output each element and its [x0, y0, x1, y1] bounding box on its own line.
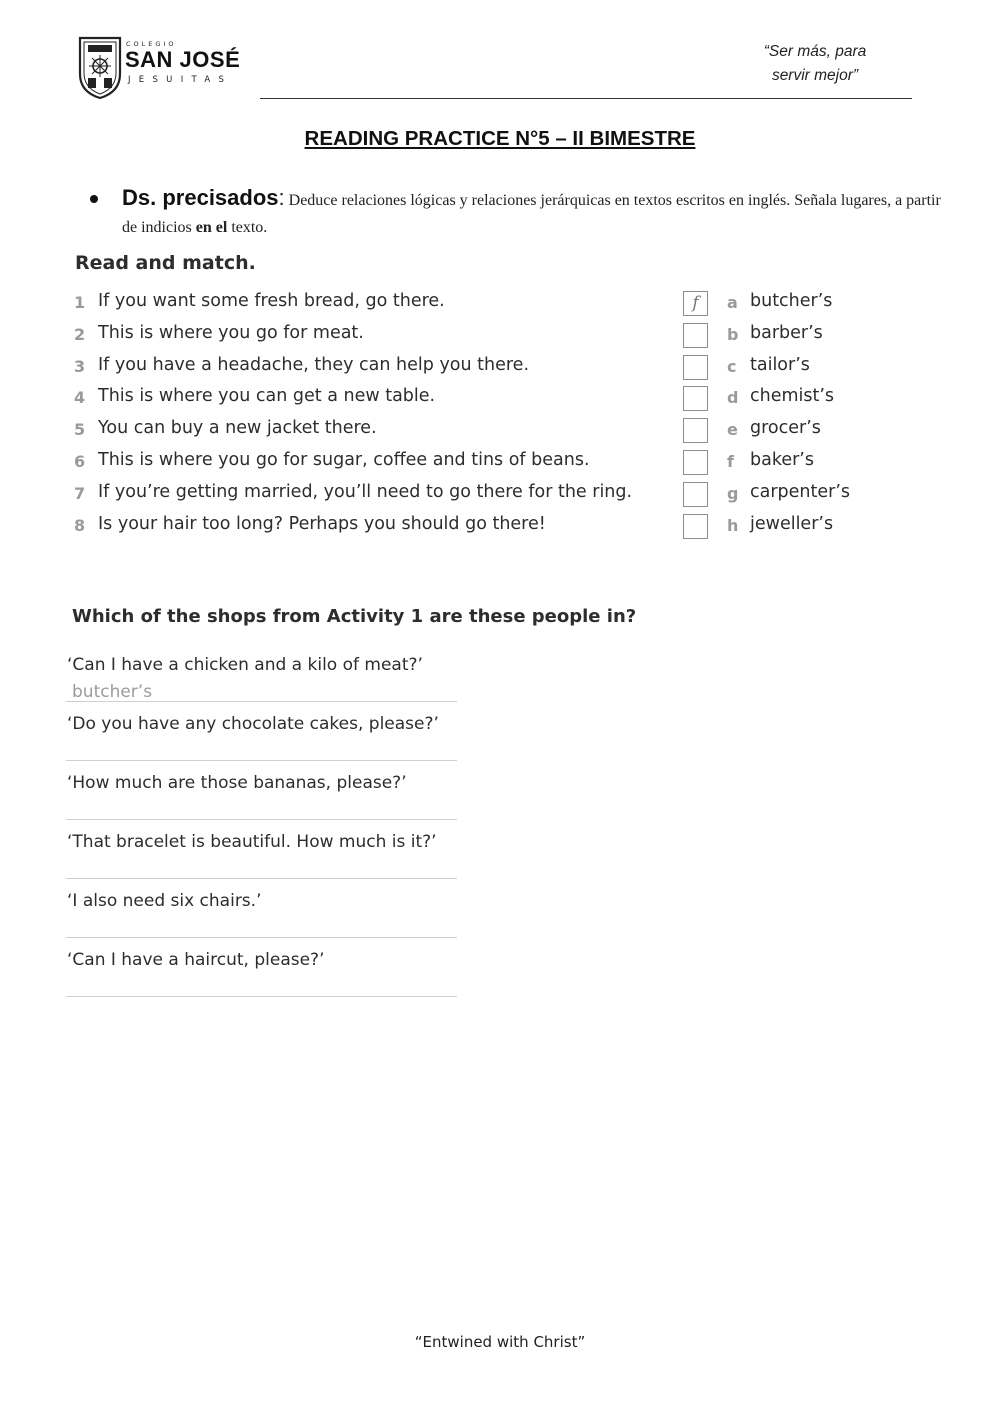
question-text: ‘That bracelet is beautiful. How much is it?’	[67, 832, 437, 852]
option-letter: d	[727, 388, 739, 408]
sentence-text: If you’re getting married, you’ll need to go there for the ring.	[98, 481, 633, 502]
sentence-number: 7	[74, 483, 86, 503]
description-separator: :	[278, 185, 285, 210]
sentence-text: This is where you go for sugar, coffee and tins of beans.	[98, 450, 590, 470]
description-label: Ds. precisados	[122, 185, 279, 210]
motto-line-2: servir mejor”	[771, 67, 859, 84]
option-shop: jeweller’s	[750, 513, 834, 534]
description-bold-text: en el	[195, 219, 228, 236]
sentence-text: If you have a headache, they can help you there.	[98, 354, 530, 375]
option-shop: chemist’s	[750, 386, 835, 407]
option-letter: h	[727, 515, 739, 535]
bullet-icon	[90, 195, 98, 203]
option-shop: carpenter’s	[750, 481, 851, 502]
option-letter: c	[727, 356, 737, 376]
answer-box[interactable]	[683, 386, 708, 411]
question-text: ‘Do you have any chocolate cakes, please?’	[67, 714, 439, 734]
option-letter: b	[727, 324, 739, 344]
answer-box[interactable]	[683, 482, 708, 507]
answer-line[interactable]	[66, 937, 457, 938]
sentence-number: 1	[74, 293, 86, 312]
answer-line[interactable]	[66, 996, 457, 997]
question-text: ‘Can I have a chicken and a kilo of meat?’	[67, 655, 423, 675]
activity1-title: Read and match.	[75, 252, 256, 274]
answer-box[interactable]	[683, 514, 708, 539]
motto-line-1: “Ser más, para	[763, 43, 867, 60]
option-letter: g	[727, 483, 739, 503]
question-text: ‘I also need six chairs.’	[67, 891, 262, 911]
logo-jesuitas-text: JESUITAS	[128, 75, 233, 85]
sentence-text: Is your hair too long? Perhaps you should go there!	[98, 513, 546, 534]
option-letter: f	[727, 452, 734, 471]
answer-text[interactable]: butcher’s	[72, 682, 153, 702]
page-title: READING PRACTICE N°5 – II BIMESTRE	[304, 127, 696, 150]
option-shop: butcher’s	[750, 291, 833, 311]
option-letter: e	[727, 420, 738, 440]
sentence-number: 5	[74, 420, 86, 440]
description-paragraph	[122, 184, 942, 241]
option-shop: baker’s	[750, 450, 814, 470]
sentence-number: 3	[74, 356, 86, 376]
sentence-text: You can buy a new jacket there.	[98, 418, 377, 439]
header-divider	[260, 98, 912, 99]
answer-line[interactable]	[66, 760, 457, 761]
logo-school-name: SAN JOSÉ	[125, 47, 241, 72]
answer-box[interactable]	[683, 418, 708, 443]
sentence-number: 2	[74, 324, 86, 344]
sentence-text: This is where you go for meat.	[98, 322, 364, 343]
option-letter: a	[727, 293, 738, 312]
answer-line[interactable]	[66, 878, 457, 879]
answer-box[interactable]: f	[683, 291, 708, 316]
answer-line[interactable]	[66, 701, 457, 702]
description-text-end: texto.	[227, 219, 268, 236]
activity2-title: Which of the shops from Activity 1 are these people in?	[72, 606, 637, 627]
option-shop: tailor’s	[750, 354, 810, 375]
answer-line[interactable]	[66, 819, 457, 820]
answer-box[interactable]	[683, 450, 708, 475]
sentence-number: 8	[74, 515, 86, 535]
sentence-number: 6	[74, 452, 86, 471]
school-motto	[740, 40, 890, 88]
answer-box[interactable]	[683, 323, 708, 348]
answer-box[interactable]	[683, 355, 708, 380]
sentence-text: If you want some fresh bread, go there.	[98, 291, 445, 311]
logo-colegio-text: COLEGIO	[126, 40, 177, 48]
question-text: ‘Can I have a haircut, please?’	[67, 950, 325, 970]
option-shop: barber’s	[750, 322, 823, 343]
footer-motto: “Entwined with Christ”	[414, 1333, 586, 1351]
option-shop: grocer’s	[750, 418, 821, 439]
question-text: ‘How much are those bananas, please?’	[67, 773, 407, 793]
description-text: Deduce relaciones lógicas y relaciones jerárquicas en textos escritos en inglés. Señala lugares, a partir de indicios	[122, 192, 941, 236]
sentence-number: 4	[74, 388, 86, 408]
sentence-text: This is where you can get a new table.	[98, 386, 436, 407]
